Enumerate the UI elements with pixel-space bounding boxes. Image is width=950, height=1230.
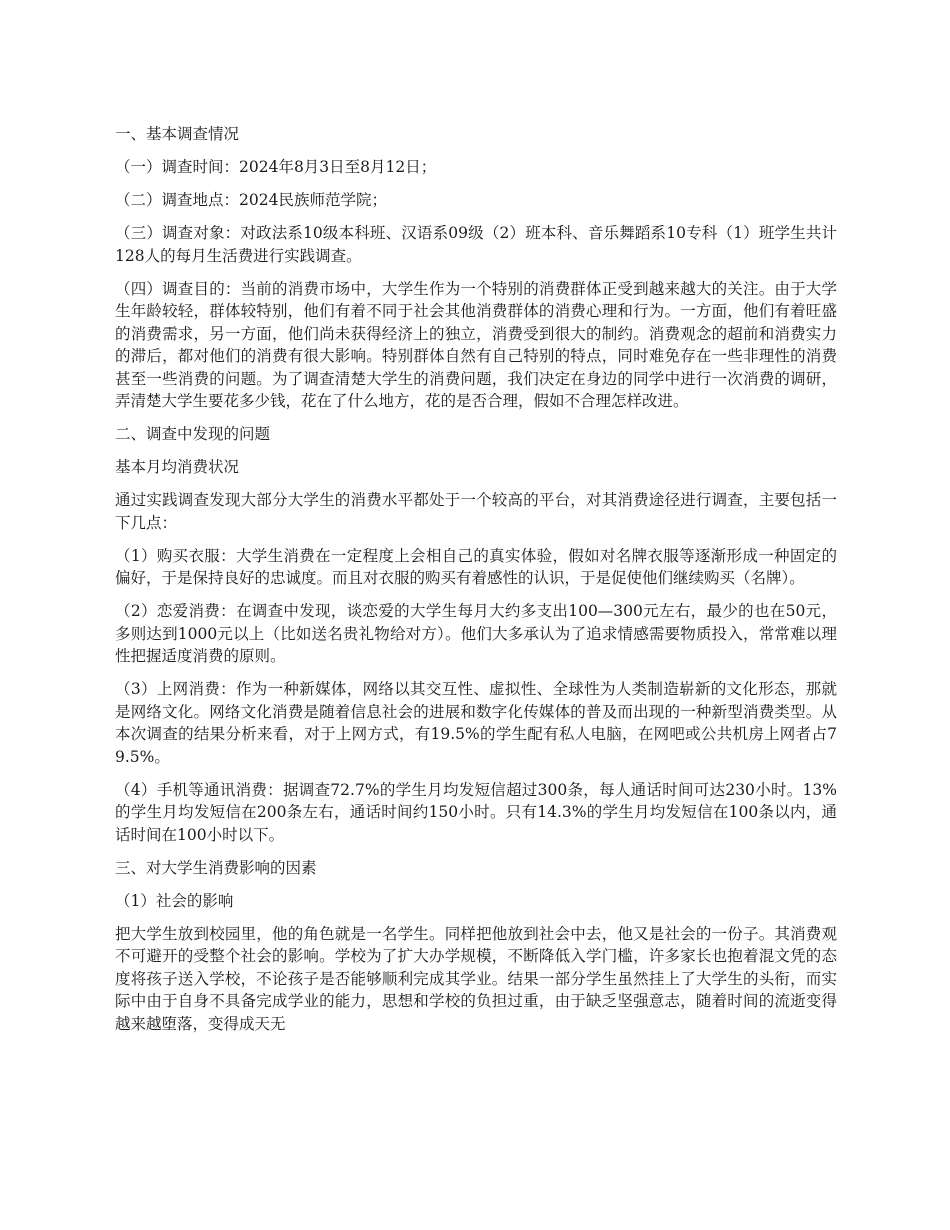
survey-subjects: （三）调查对象：对政法系10级本科班、汉语系09级（2）班本科、音乐舞蹈系10专科（1）班学生共计128人的每月生活费进行实践调查。	[115, 224, 837, 265]
item-dating: （2）恋爱消费：在调查中发现，谈恋爱的大学生每月大约多支出100—300元左右，最少的也在50元，多则达到1000元以上（比如送名贵礼物给对方）。他们大多承认为了追求情感需要物质投入，常常难以理性把握适度消费的原则。	[115, 602, 837, 665]
subheading-monthly-consumption: 基本月均消费状况	[115, 458, 240, 476]
subheading-social-influence: （1）社会的影响	[115, 891, 234, 910]
item-mobile: （4）手机等通讯消费：据调查72.7%的学生月均发短信超过300条，每人通话时间可达230小时。13%的学生月均发短信在200条左右，通话时间约150小时。只有14.3%的学生月均发短信在100条以内，通话时间在100小时以下。	[115, 780, 837, 844]
document-body	[115, 123, 837, 1035]
consumption-overview: 通过实践调查发现大部分大学生的消费水平都处于一个较高的平台，对其消费途径进行调查，主要包括一下几点：	[115, 491, 837, 532]
item-internet: （3）上网消费：作为一种新媒体，网络以其交互性、虚拟性、全球性为人类制造崭新的文化形态，那就是网络文化。网络文化消费是随着信息社会的进展和数字化传媒体的普及而出现的一种新型消费类型。从本次调查的结果分析来看，对于上网方式，有19.5%的学生配有私人电脑，在网吧或公共机房上网者占79.5%。	[115, 680, 837, 766]
item-clothing: （1）购买衣服：大学生消费在一定程度上会相自己的真实体验，假如对名牌衣服等逐渐形成一种固定的偏好，于是保持良好的忠诚度。而且对衣服的购买有着感性的认识，于是促使他们继续购买（名牌）。	[115, 546, 837, 587]
heading-influencing-factors: 三、对大学生消费影响的因素	[115, 858, 317, 877]
heading-problems-found: 二、调查中发现的问题	[115, 425, 271, 443]
survey-location: （二）调查地点：2024民族师范学院；	[115, 191, 387, 209]
survey-time: （一）调查时间：2024年8月3日至8月12日；	[115, 158, 437, 176]
survey-purpose: （四）调查目的：当前的消费市场中，大学生作为一个特别的消费群体正受到越来越大的关注。由于大学生年龄较轻，群体较特别，他们有着不同于社会其他消费群体的消费心理和行为。一方面，他们有着旺盛的消费需求，另一方面，他们尚未获得经济上的独立，消费受到很大的制约。消费观念的超前和消费实力的滞后，都对他们的消费有很大影响。特别群体自然有自己特别的特点，同时难免存在一些非理性的消费甚至一些消费的问题。为了调查清楚大学生的消费问题，我们决定在身边的同学中进行一次消费的调研，弄清楚大学生要花多少钱，花在了什么地方，花的是否合理，假如不合理怎样改进。	[115, 279, 837, 410]
social-influence-text: 把大学生放到校园里，他的角色就是一名学生。同样把他放到社会中去，他又是社会的一份子。其消费观不可避开的受整个社会的影响。学校为了扩大办学规模，不断降低入学门槛，许多家长也抱着混文凭的态度将孩子送入学校，不论孩子是否能够顺利完成其学业。结果一部分学生虽然挂上了大学生的头衔，而实际中由于自身不具备完成学业的能力，思想和学校的负担过重，由于缺乏坚强意志，随着时间的流逝变得越来越堕落，变得成天无	[115, 924, 837, 1033]
heading-basic-survey: 一、基本调查情况	[115, 125, 240, 143]
